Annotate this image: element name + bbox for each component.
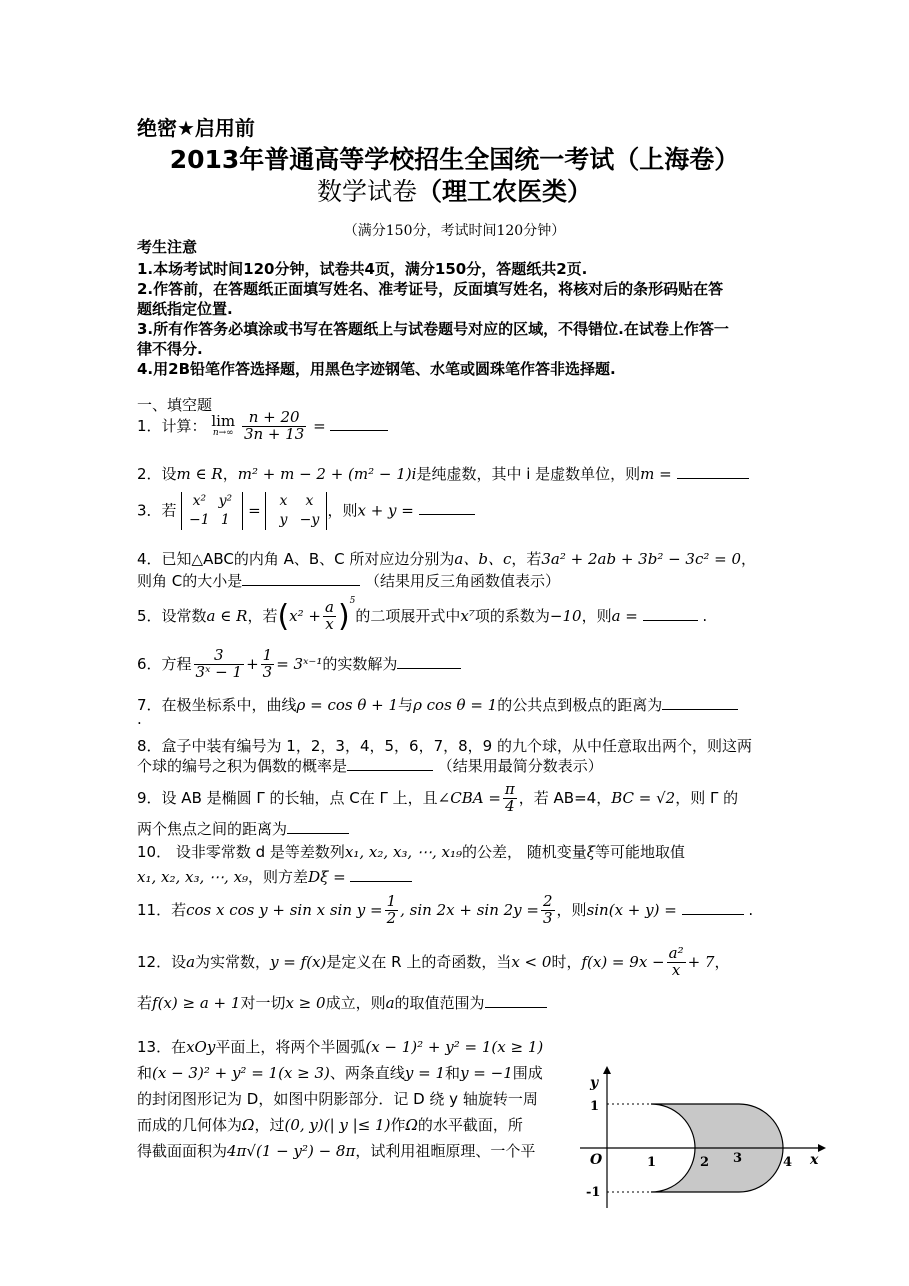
q13-text: 的水平截面，所 [417,1116,523,1134]
q11-denominator: 2 [386,908,397,927]
q12-math: a [186,952,196,971]
question-13 [137,1034,557,1164]
det-entry: −y [299,511,320,528]
q3-text: ，则 [327,501,358,520]
q10-math: Dξ = [308,868,346,886]
q12-math: a [385,994,395,1012]
q7-math: ρ cos θ = 1 [413,696,498,714]
q4-note: （结果用反三角函数值表示） [365,572,561,590]
question-4 [137,548,756,569]
q5-prefix: 5．设常数 [137,607,207,625]
answer-blank[interactable] [643,606,698,621]
secret-label: 绝密★启用前 [137,116,255,140]
q7-prefix: 7．在极坐标系中，曲线 [137,696,297,714]
q3-determinant-2 [265,492,327,530]
q10-text: 的公差， 随机变量 [461,843,587,861]
det-entry: 1 [220,511,230,528]
answer-blank[interactable] [485,993,547,1008]
notice-item: 2.作答前，在答题纸正面填写姓名、准考证号，反面填写姓名，将核对后的条形码贴在答 [137,280,724,298]
q10-math: x₁, x₂, x₃, ⋯, x₉ [137,868,249,886]
q5-denominator: x [325,615,334,633]
answer-blank[interactable] [397,654,461,669]
q9-text: 两个焦点之间的距离为 [137,820,288,838]
q10-text: 10． 设非零常数 d 是等差数列 [137,843,345,861]
det-entry: x [279,493,288,509]
answer-blank[interactable] [347,756,433,771]
q7-text: 与 [398,696,414,714]
q6-denominator: 3 [262,662,273,681]
q13-text: 得截面面积为 [137,1142,228,1160]
q12-math: x ≥ 0 [285,994,326,1012]
q6-numerator: 1 [262,646,273,664]
q10-text: 等可能地取值 [595,843,686,861]
answer-blank[interactable] [242,571,360,586]
question-10 [137,841,685,862]
question-9-line-2 [137,818,349,839]
q11-numerator: 1 [386,892,397,910]
q9-numerator: π [504,780,515,798]
subject-category: （理工农医类） [417,177,593,206]
notice-item: 题纸指定位置. [137,300,233,318]
q13-math: y = 1 [404,1064,446,1082]
q13-text: 和 [137,1064,153,1082]
q9-text: ，若 AB=4， [518,788,612,807]
det-entry: x [305,493,314,509]
q5-numerator: a [324,598,334,617]
q13-text: 平面上，将两个半圆弧 [215,1038,366,1056]
q12-math: f(x) = 9x − [581,952,665,971]
q3-math: x + y = [357,501,414,520]
question-11 [137,894,753,927]
q5-math: a ∈ R [206,607,248,625]
q5-text: ，则 [581,607,612,625]
q1-denominator: 3n + 13 [243,424,305,443]
q13-math: Ω [405,1116,418,1134]
q11-text: ，则 [556,900,587,919]
exam-subject [0,172,909,208]
q13-math: xOy [186,1038,216,1056]
q11-prefix: 11．若 [137,900,187,919]
section-heading: 一、填空题 [137,396,213,414]
question-1 [137,410,388,443]
q11-math: cos x cos y + sin x sin y = [186,900,383,919]
y-axis-label: y [590,1075,599,1091]
tick-x-1: 1 [647,1155,657,1170]
notice-item: 律不得分. [137,340,203,358]
q13-math: y = −1 [460,1064,513,1082]
q12-text: 为实常数， [195,952,271,971]
notice-item: 1.本场考试时间120分钟，试卷共4页，满分150分，答题纸共2页. [137,260,588,278]
answer-blank[interactable] [350,867,412,882]
q4-text: 4．已知△ABC的内角 A、B、C 所对应边分别为 [137,550,455,568]
q5-text: 的二项展开式中 [355,607,461,625]
q12-text: 若 [137,994,153,1012]
q1-lim: lim [211,412,236,431]
q8-text: 个球的编号之积为偶数的概率是 [137,757,348,775]
q5-math: x⁷ [460,607,475,625]
q12-numerator: a² [668,944,684,962]
q7-text: 的公共点到极点的距离为 [497,696,663,714]
q12-text: 是定义在 R 上的奇函数，当 [326,952,512,971]
q3-determinant-1 [181,492,243,530]
det-entry: y [279,511,288,528]
answer-blank[interactable] [330,416,388,431]
x-axis-label: x [810,1152,819,1168]
y-axis-arrow [603,1066,611,1074]
q6-numerator: 3 [194,648,245,665]
q1-numerator: n + 20 [242,410,306,427]
det-entry: −1 [189,511,210,528]
tick-y-1: 1 [590,1099,600,1114]
q10-text: ，则方差 [248,868,309,886]
q11-math: , sin 2x + sin 2y = [400,900,539,919]
det-entry: x² [192,493,207,509]
q9-math: ∠CBA = [437,788,501,807]
question-3 [137,492,475,530]
q9-text: ，则 Γ 的 [675,788,739,807]
q11-math: sin(x + y) = [586,900,677,919]
q9-prefix: 9．设 AB 是椭圆 Γ 的长轴，点 C在 Γ 上，且 [137,788,438,807]
q13-text: 和 [445,1064,461,1082]
question-10-line-2 [137,866,412,887]
q12-denominator: x [671,960,681,979]
q11-numerator: 2 [543,892,553,910]
answer-blank[interactable] [682,900,744,915]
tick-x-2: 2 [700,1155,710,1170]
q13-text: 围成 [512,1064,543,1082]
q12-text: 的取值范围为 [394,994,485,1012]
notice-item: 3.所有作答务必填涂或书写在答题纸上与试卷题号对应的区域，不得错位.在试卷上作答一 [137,320,729,338]
q6-math: = 3ˣ⁻¹ [276,654,323,673]
q3-equals: = [248,501,261,520]
det-entry: y² [218,493,233,509]
question-5: 5．设常数a ∈ R，若(x² + $\frac{a}{x}$ )$^5$的二项展开式中x⁷项的系数为−10，则a = . [137,596,708,634]
q13-math: Ω [242,1116,255,1134]
q11-end: . [748,900,754,919]
q12-prefix: 12．设 [137,952,187,971]
q5-text: 项的系数为 [474,607,550,625]
q6-prefix: 6．方程 [137,654,192,673]
q6-plus: + [246,654,259,673]
q5-math: x² + [289,607,321,625]
q5-end: . [702,607,708,625]
q12-math: + 7 [687,952,715,971]
q12-text: 对一切 [240,994,286,1012]
q12-math: x < 0 [511,952,552,971]
tick-y-neg1: -1 [586,1185,601,1200]
exam-meta: （满分150分，考试时间120分钟） [343,223,566,239]
exam-title: 2013年普通高等学校招生全国统一考试（上海卷） [169,145,740,174]
q13-text: ，试利用祖暅原理、一个平 [355,1142,536,1160]
question-2 [137,463,749,484]
answer-blank[interactable] [677,464,749,479]
question-12-line-2 [137,992,547,1013]
q5-math: −10 [549,607,582,625]
q2-prefix: 2．设 [137,465,177,483]
subject-name: 数学试卷 [316,177,417,206]
q6-text: 的实数解为 [322,654,398,673]
q13-text: 而成的几何体为 [137,1116,243,1134]
q2-text: 是纯虚数，其中 i 是虚数单位，则 [416,465,641,483]
q13-math: (x − 1)² + y² = 1(x ≥ 1) [365,1038,544,1056]
origin-label: O [590,1152,603,1168]
q1-prefix: 1．计算： [137,416,207,435]
answer-blank[interactable] [287,819,349,834]
question-7 [137,694,738,715]
question-12 [137,946,730,979]
q4-text: ， [741,550,757,568]
q4-math: a、b、c [454,550,512,568]
answer-blank[interactable] [419,500,475,515]
q7-math: ρ = cos θ + 1 [296,696,399,714]
q3-prefix: 3．若 [137,501,177,520]
notice-item: 4.用2B铅笔作答选择题，用黑色字迹钢笔、水笔或圆珠笔作答非选择题. [137,360,616,378]
q13-text: 作 [390,1116,406,1134]
q13-math: (x − 3)² + y² = 1(x ≥ 3) [152,1064,330,1082]
q5-math: a = [611,607,638,625]
q2-comma: ， [222,465,238,483]
q2-math: m = [640,465,672,483]
notice-heading: 考生注意 [137,238,198,256]
question-8-line-2 [137,755,603,776]
q6-denominator: 3ˣ − 1 [195,662,243,681]
q4-text: ，若 [511,550,542,568]
q12-text: ， [714,952,730,971]
tick-x-3: 3 [733,1151,743,1166]
q10-math: ξ [586,843,596,861]
q1-lim-sub: n→∞ [212,428,234,439]
q7-dot: . [137,710,142,728]
question-4-line-2 [137,570,560,591]
q2-math: m² + m − 2 + (m² − 1)i [237,465,417,483]
q5-text: ，若 [247,607,278,625]
q12-math: f(x) ≥ a + 1 [152,994,241,1012]
q4-math: 3a² + 2ab + 3b² − 3c² = 0 [541,550,742,568]
q13-math: 4π√(1 − y²) − 8π [227,1142,356,1160]
q11-denominator: 3 [543,908,553,927]
q1-equals: = [308,416,326,435]
tick-x-4: 4 [783,1155,793,1170]
q9-denominator: 4 [505,796,515,815]
x-axis-arrow [818,1144,826,1152]
q13-text: 13．在 [137,1038,187,1056]
answer-blank[interactable] [662,695,738,710]
q4-text: 则角 C的大小是 [137,572,243,590]
question-9 [137,782,738,815]
q12-math: y = f(x) [270,952,327,971]
q12-text: 时， [551,952,582,971]
q9-math: BC = √2 [611,788,676,807]
q12-text: 成立，则 [325,994,386,1012]
q13-text: ，过 [254,1116,285,1134]
q13-text: 的封闭图形记为 D，如图中阴影部分．记 D 绕 y 轴旋转一周 [137,1090,538,1108]
q10-math: x₁, x₂, x₃, ⋯, x₁₉ [344,843,462,861]
q5-exponent: 5 [349,596,356,606]
q2-math: m ∈ R [176,465,223,483]
q13-math: (0, y)(| y |≤ 1) [284,1116,391,1134]
question-6 [137,648,461,681]
q8-note: （结果用最简分数表示） [437,757,603,775]
q13-figure [570,1062,830,1212]
question-8: 8．盒子中装有编号为 1，2，3，4，5，6，7，8，9 的九个球，从中任意取出两个，则这两 [137,737,752,755]
q13-text: 、两条直线 [329,1064,405,1082]
